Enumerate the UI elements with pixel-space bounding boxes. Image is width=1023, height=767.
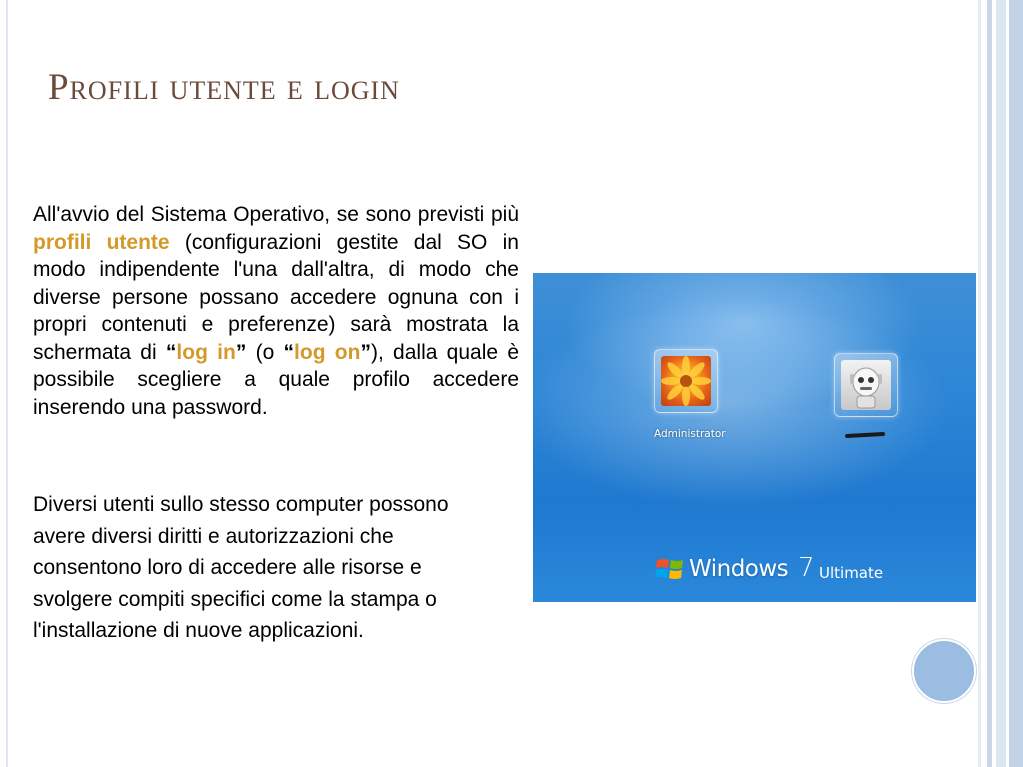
decorative-circle: [912, 639, 976, 703]
second-user-tile: [834, 353, 898, 417]
windows7-login-screenshot: [533, 273, 976, 602]
windows-logo-icon: [655, 556, 685, 582]
rights-paragraph: Diversi utenti sullo stesso computer possono avere diversi diritti e autorizzazioni che consentono loro di accedere alle risorse e svolgere compiti specifici come la stampa o l'installazione di nuove applicazioni.: [33, 493, 449, 642]
administrator-user-tile: [654, 349, 718, 413]
windows-version-text: 7: [798, 553, 815, 583]
left-border-rule: [6, 0, 8, 767]
quote-close-2: ”: [360, 340, 371, 364]
slide-title: Profili utente e login: [48, 67, 400, 108]
highlight-log-in: log in: [176, 340, 236, 364]
quote-open-2: “: [283, 340, 295, 364]
flower-avatar-icon: [661, 356, 711, 406]
highlight-profili-utente: profili utente: [33, 230, 170, 254]
quote-open-1: “: [165, 340, 177, 364]
intro-paragraph: [33, 201, 519, 421]
windows-brand-text: Windows: [689, 556, 789, 582]
right-decorative-stripes: [978, 0, 1023, 767]
para1-text-4: ), dalla quale è possibile scegliere a quale profilo accedere inserendo una password.: [33, 340, 519, 419]
quote-close-1: ”: [235, 340, 247, 364]
administrator-label: Administrator: [654, 428, 726, 440]
highlight-log-on: log on: [294, 340, 361, 364]
para1-text-2: (configurazioni gestite dal SO in modo indipendente l'una dall'altra, di modo che diverse persone possano accedere ognuna con i propri contenuti e preferenze) sarà mostrata la schermata di: [33, 230, 519, 364]
robot-avatar-icon: [841, 360, 891, 410]
para1-text-1: All'avvio del Sistema Operativo, se sono previsti più: [33, 203, 519, 226]
windows-edition-text: Ultimate: [819, 564, 884, 582]
para1-text-3: (o: [246, 340, 284, 364]
redacted-username-mark: [845, 432, 885, 438]
